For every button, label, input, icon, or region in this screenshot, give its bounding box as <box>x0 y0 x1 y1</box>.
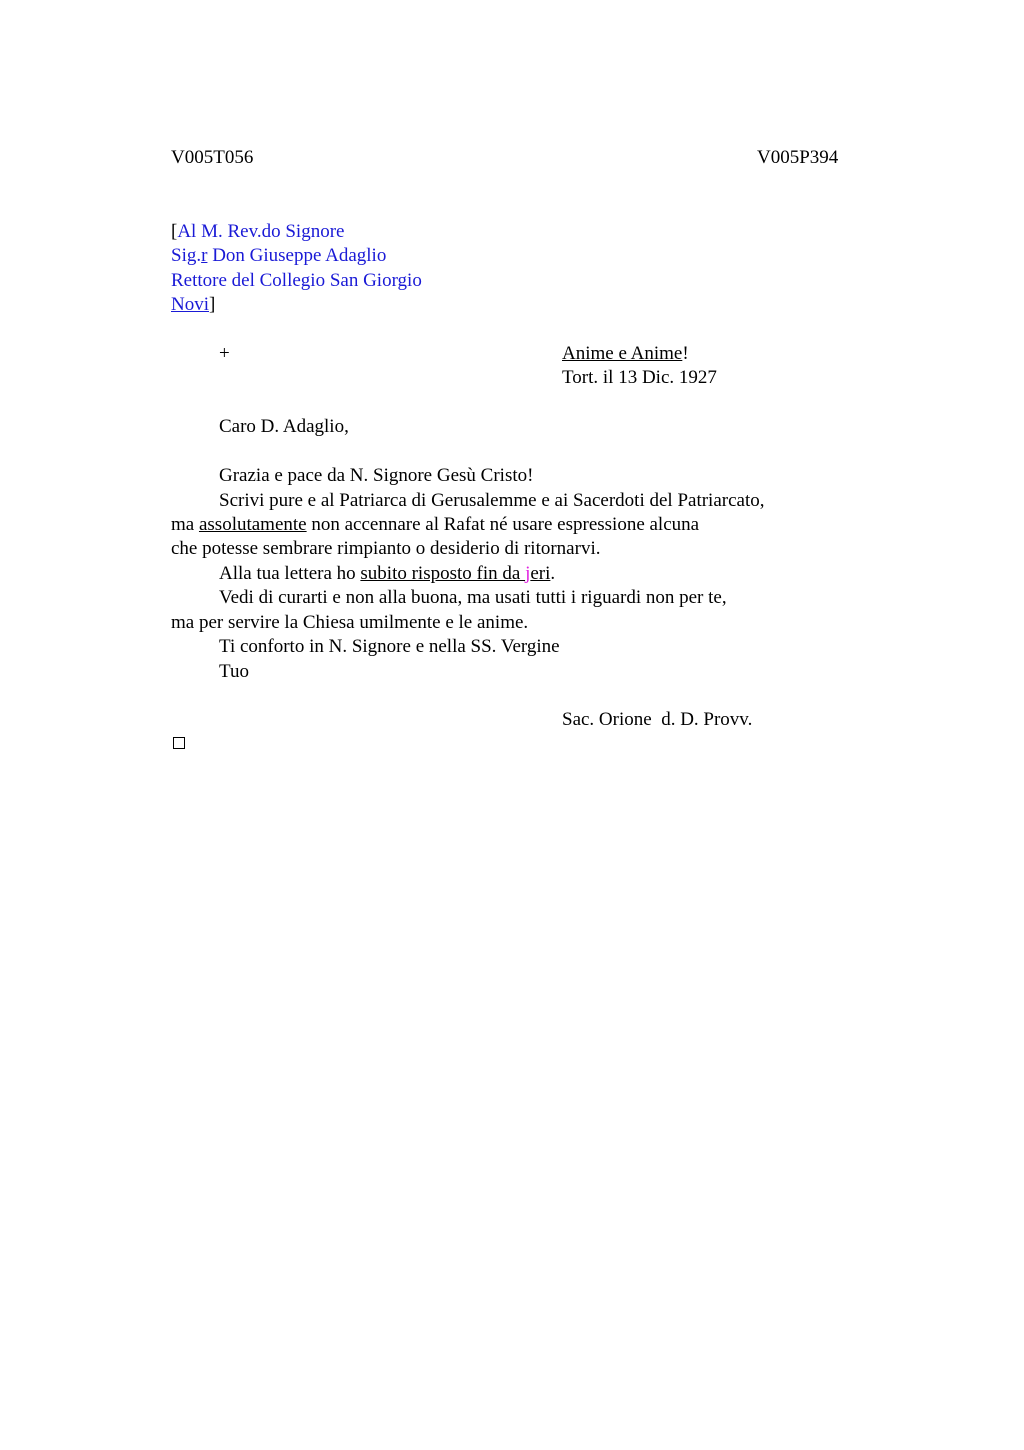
greeting: Grazia e pace da N. Signore Gesù Cristo! <box>219 465 534 486</box>
address-line-3: Rettore del Collegio San Giorgio <box>171 270 422 291</box>
address-sig-superscript: r <box>201 245 208 266</box>
address-line-4 <box>171 293 215 317</box>
paragraph-3-line-1: Vedi di curarti e non alla buona, ma usati tutti i riguardi non per te, <box>219 587 727 608</box>
salutation: Caro D. Adaglio, <box>219 416 349 437</box>
address-city: Novi <box>171 294 209 315</box>
signature: Sac. Orione d. D. Provv. <box>562 709 753 730</box>
open-bracket: [ <box>171 221 178 242</box>
text-span: Alla tua lettera ho <box>219 563 361 584</box>
paragraph-2 <box>219 562 555 586</box>
address-recipient-title: Al M. Rev.do Signore <box>177 221 345 242</box>
motto <box>562 342 689 366</box>
paragraph-3-line-2: ma per servire la Chiesa umilmente e le anime. <box>171 612 529 633</box>
end-marker-square-icon <box>173 737 185 749</box>
paragraph-1-line-2 <box>171 513 699 537</box>
page-code: V005P394 <box>757 147 839 168</box>
place-date: Tort. il 13 Dic. 1927 <box>562 367 717 388</box>
address-line-2 <box>171 244 386 268</box>
text-span: eri <box>530 563 551 584</box>
paragraph-4: Ti conforto in N. Signore e nella SS. Vergine <box>219 636 560 657</box>
motto-exclamation: ! <box>682 343 689 364</box>
emphasis-subito-risposto <box>360 563 550 584</box>
closing: Tuo <box>219 661 249 682</box>
address-sig: Sig. <box>171 245 202 266</box>
paragraph-1-line-1: Scrivi pure e al Patriarca di Gerusalemme e ai Sacerdoti del Patriarcato, <box>219 490 765 511</box>
text-span: subito risposto fin da <box>360 563 526 584</box>
motto-underlined: Anime e Anime <box>562 343 683 364</box>
cross-mark: + <box>219 343 230 364</box>
emphasis-assolutamente: assolutamente <box>198 514 307 535</box>
close-bracket: ] <box>209 294 216 315</box>
address-line-1 <box>171 220 344 244</box>
text-span: non accennare al Rafat né usare espressione alcuna <box>306 514 700 535</box>
address-recipient-name: Don Giuseppe Adaglio <box>207 245 387 266</box>
highlighted-letter: j <box>525 563 531 584</box>
text-span: . <box>550 563 556 584</box>
paragraph-1-line-3: che potesse sembrare rimpianto o desiderio di ritornarvi. <box>171 538 601 559</box>
document-code: V005T056 <box>171 147 254 168</box>
text-span: ma <box>171 514 199 535</box>
